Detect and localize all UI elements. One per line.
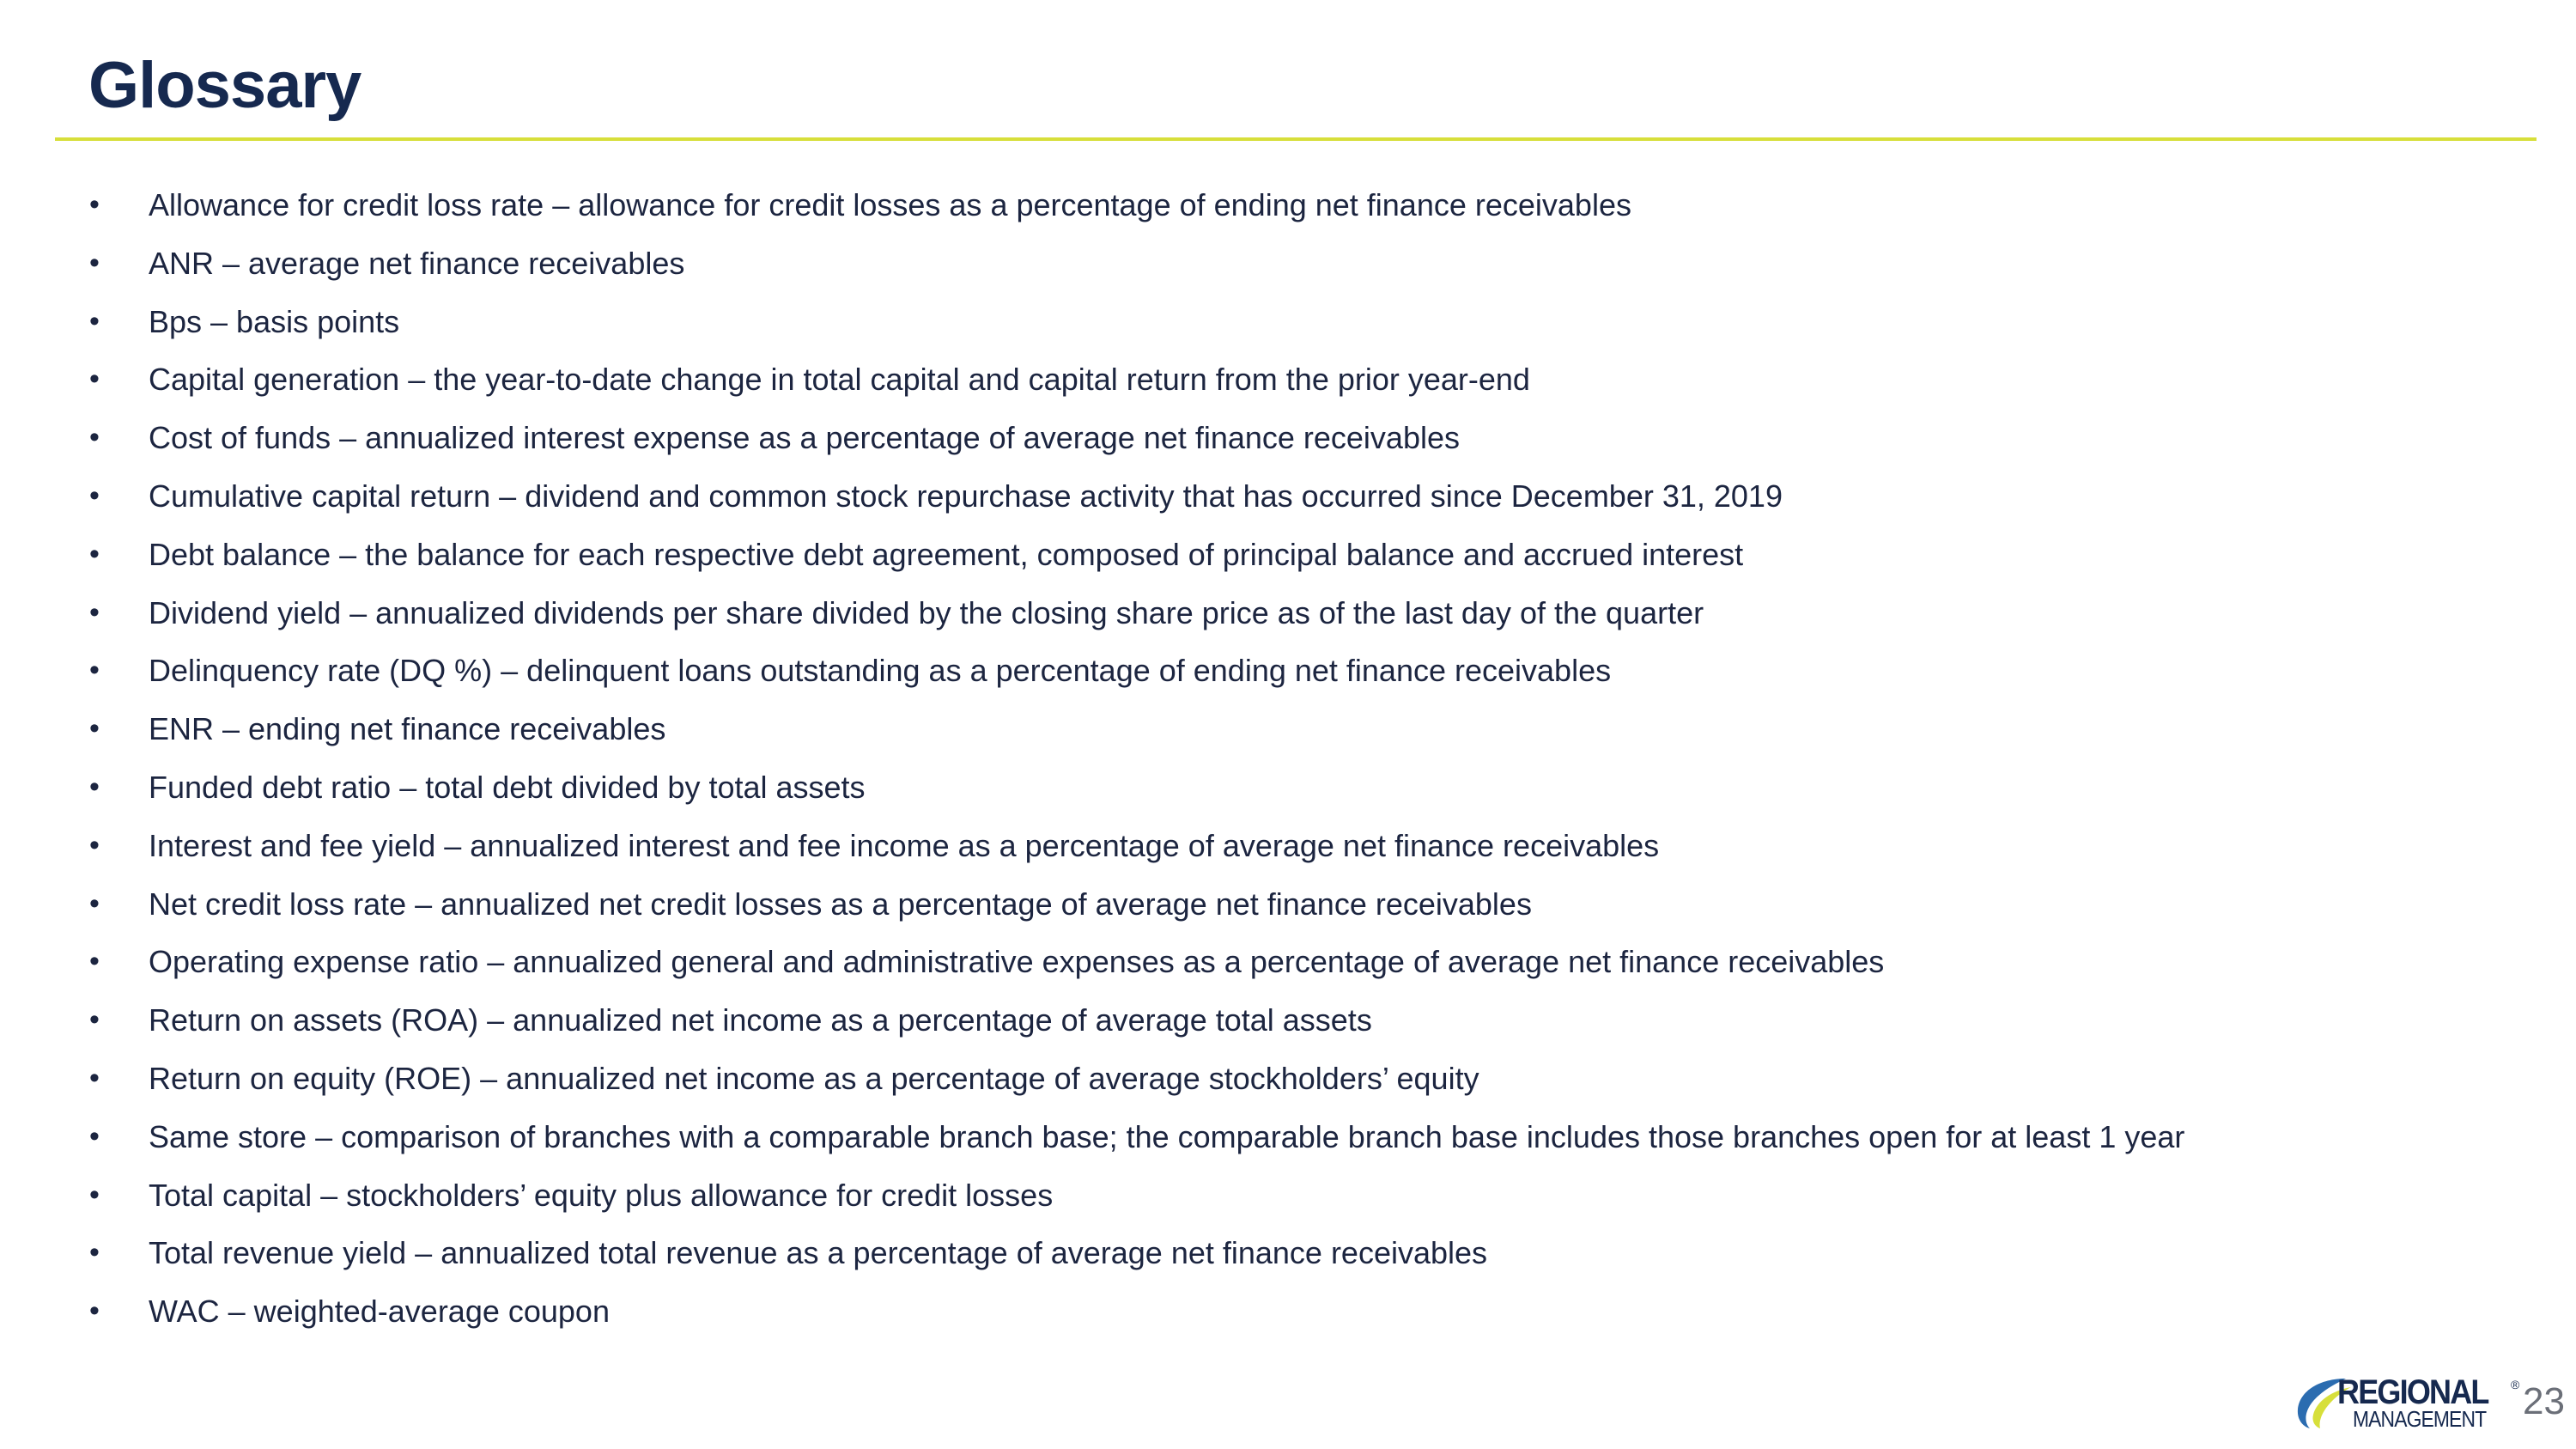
glossary-term: Capital generation – the year-to-date change in total capital and capital return from the prior year-end	[149, 362, 1530, 398]
glossary-term: Delinquency rate (DQ %) – delinquent loans outstanding as a percentage of ending net finance receivables	[149, 653, 1612, 689]
bullet-icon: •	[89, 1119, 100, 1153]
glossary-term: Cost of funds – annualized interest expense as a percentage of average net finance receivables	[149, 420, 1460, 456]
bullet-icon: •	[89, 828, 100, 861]
glossary-term: ENR – ending net finance receivables	[149, 711, 666, 747]
logo-wordmark-bottom: MANAGEMENT	[2353, 1406, 2487, 1432]
bullet-icon: •	[89, 537, 100, 570]
glossary-term: Bps – basis points	[149, 303, 400, 339]
bullet-icon: •	[89, 595, 100, 629]
bullet-icon: •	[89, 945, 100, 978]
bullet-icon: •	[89, 770, 100, 803]
bullet-icon: •	[89, 362, 100, 396]
glossary-term: Return on equity (ROE) – annualized net income as a percentage of average stockholders’ equity	[149, 1060, 1479, 1096]
glossary-term: Return on assets (ROA) – annualized net income as a percentage of average total assets	[149, 1002, 1372, 1038]
glossary-term: Interest and fee yield – annualized interest and fee income as a percentage of average net finance receivables	[149, 827, 1660, 863]
bullet-icon: •	[89, 304, 100, 338]
logo-registered-mark: ®	[2511, 1378, 2520, 1391]
glossary-term: WAC – weighted-average coupon	[149, 1294, 610, 1330]
bullet-icon: •	[89, 886, 100, 920]
glossary-term: Funded debt ratio – total debt divided by total assets	[149, 769, 866, 805]
bullet-icon: •	[89, 654, 100, 687]
page-number: 23	[2523, 1380, 2565, 1422]
title-divider	[55, 137, 2537, 141]
bullet-icon: •	[89, 1236, 100, 1269]
bullet-icon: •	[89, 246, 100, 279]
glossary-term: Allowance for credit loss rate – allowance for credit losses as a percentage of ending net finance receivables	[149, 187, 1631, 222]
page-title: Glossary	[88, 49, 361, 122]
glossary-term: Operating expense ratio – annualized general and administrative expenses as a percentage of average net finance receivables	[149, 944, 1885, 980]
glossary-term: Net credit loss rate – annualized net credit losses as a percentage of average net finance receivables	[149, 886, 1532, 922]
glossary-term: Dividend yield – annualized dividends per share divided by the closing share price as of the last day of the quarter	[149, 594, 1704, 630]
bullet-icon: •	[89, 421, 100, 454]
logo-wordmark-top: REGIONAL	[2337, 1373, 2488, 1411]
bullet-icon: •	[89, 712, 100, 746]
company-logo	[2294, 1375, 2519, 1430]
bullet-icon: •	[89, 478, 100, 512]
glossary-term: Total capital – stockholders’ equity plus allowance for credit losses	[149, 1177, 1054, 1213]
glossary-term: ANR – average net finance receivables	[149, 245, 685, 281]
glossary-term: Debt balance – the balance for each respective debt agreement, composed of principal balance and accrued interest	[149, 536, 1744, 572]
bullet-icon: •	[89, 1178, 100, 1211]
bullet-icon: •	[89, 1294, 100, 1328]
bullet-icon: •	[89, 188, 100, 221]
glossary-term: Total revenue yield – annualized total revenue as a percentage of average net finance receivables	[149, 1235, 1488, 1271]
bullet-icon: •	[89, 1003, 100, 1037]
glossary-term: Cumulative capital return – dividend and common stock repurchase activity that has occurred since December 31, 2019	[149, 478, 1783, 514]
bullet-icon: •	[89, 1061, 100, 1094]
glossary-term: Same store – comparison of branches with a comparable branch base; the comparable branch base includes those branches open for at least 1 year	[149, 1118, 2185, 1154]
